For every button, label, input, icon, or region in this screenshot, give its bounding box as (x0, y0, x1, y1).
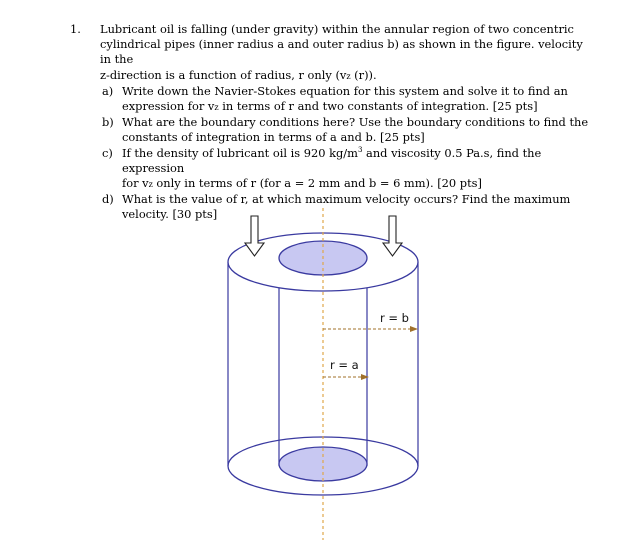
intro-line-2: cylindrical pipes (inner radius a and outer radius b) as shown in the figure. velocity in the (100, 37, 583, 67)
intro-line-1: Lubricant oil is falling (under gravity) within the annular region of two concentric (100, 22, 574, 36)
part-label: a) (102, 83, 114, 98)
inner-bottom-disk (279, 447, 367, 481)
part-label: b) (102, 115, 114, 130)
outer-radius-arrowhead (410, 326, 418, 332)
part-a: a) Write down the Navier-Stokes equation for this system and solve it to find an expression for vz in terms of r and two constants of integration. [25 pts] (70, 84, 590, 115)
part-d: d) What is the value of r, at which maximum velocity occurs? Find the maximum velocity. [30 pts] (102, 192, 571, 222)
intro-line-3: z-direction is a function of radius, r only (vz (r)). (100, 67, 377, 82)
part-c: c) If the density of lubricant oil is 920 $kg/m^3$ and viscosity 0.5 Pa.s, find the expression for vz only in terms of r (for a = 2 mm and b = 6 mm). [20 pts] (70, 146, 590, 193)
part-label: d) (102, 192, 114, 207)
inner-radius-label: r = a (330, 358, 359, 372)
part-b: b) What are the boundary conditions here? Use the boundary conditions to find the constants of integration in terms of a and b. [25 pts] (102, 115, 589, 145)
outer-radius-label: r = b (380, 311, 409, 325)
part-label: c) (102, 145, 113, 160)
question-number: 1. (70, 22, 81, 36)
inner-radius-arrowhead (361, 374, 369, 380)
